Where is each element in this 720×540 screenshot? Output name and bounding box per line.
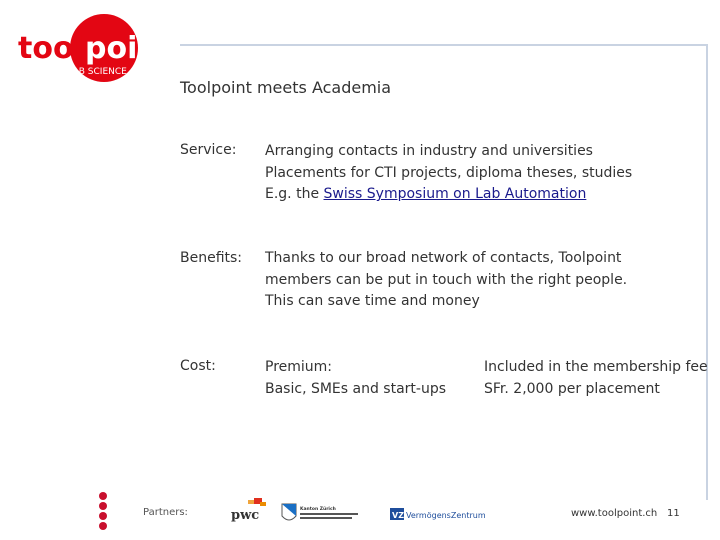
vz-logo-text: VermögensZentrum: [406, 511, 486, 520]
logo-tagline: FOR LAB SCIENCE: [46, 67, 127, 77]
service-line-3: [265, 184, 632, 206]
pwc-logo-text: pwc: [231, 508, 260, 523]
benefits-line-2: members can be put in touch with the right people.: [265, 271, 628, 288]
service-line-1: Arranging contacts in industry and universities: [265, 143, 593, 159]
svg-text:VZ: VZ: [392, 511, 404, 520]
swiss-symposium-link[interactable]: Swiss Symposium on Lab Automation: [323, 186, 587, 202]
cost-basic: Basic, SMEs and start-ups: [265, 380, 447, 397]
cost-column-1: [265, 357, 446, 400]
benefits-text: [265, 248, 627, 313]
kanton-logo-text: Kanton Zürich: [300, 507, 336, 512]
toolpoint-logo: [16, 12, 174, 84]
cost-premium: Premium:: [265, 359, 333, 375]
service-line-2: Placements for CTI projects, diploma theses, studies: [265, 164, 633, 181]
cost-premium-value: Included in the membership fee: [484, 359, 708, 375]
service-label: Service:: [180, 142, 237, 158]
frame-right-line: [706, 44, 708, 500]
decorative-dots: [96, 491, 110, 531]
benefits-line-1: Thanks to our broad network of contacts, Toolpoint: [265, 250, 622, 266]
logo-word-right: point: [85, 31, 174, 66]
service-text: [265, 141, 632, 206]
partners-label: Partners:: [143, 507, 188, 518]
benefits-label: Benefits:: [180, 250, 243, 266]
pwc-logo: [230, 498, 270, 522]
page-title: Toolpoint meets Academia: [180, 78, 392, 97]
cost-basic-value: SFr. 2,000 per placement: [484, 380, 660, 397]
benefits-line-3: This can save time and money: [265, 293, 480, 309]
kanton-zurich-logo: [280, 502, 368, 524]
frame-top-line: [180, 44, 708, 46]
cost-column-2: [484, 357, 708, 400]
service-line-3-prefix: E.g. the: [265, 186, 324, 202]
website-link[interactable]: www.toolpoint.ch: [571, 508, 658, 519]
page-number: 11: [667, 508, 680, 519]
cost-label: Cost:: [180, 358, 216, 374]
vermoegenszentrum-logo: [390, 506, 486, 522]
logo-word-left: tool: [18, 31, 84, 66]
